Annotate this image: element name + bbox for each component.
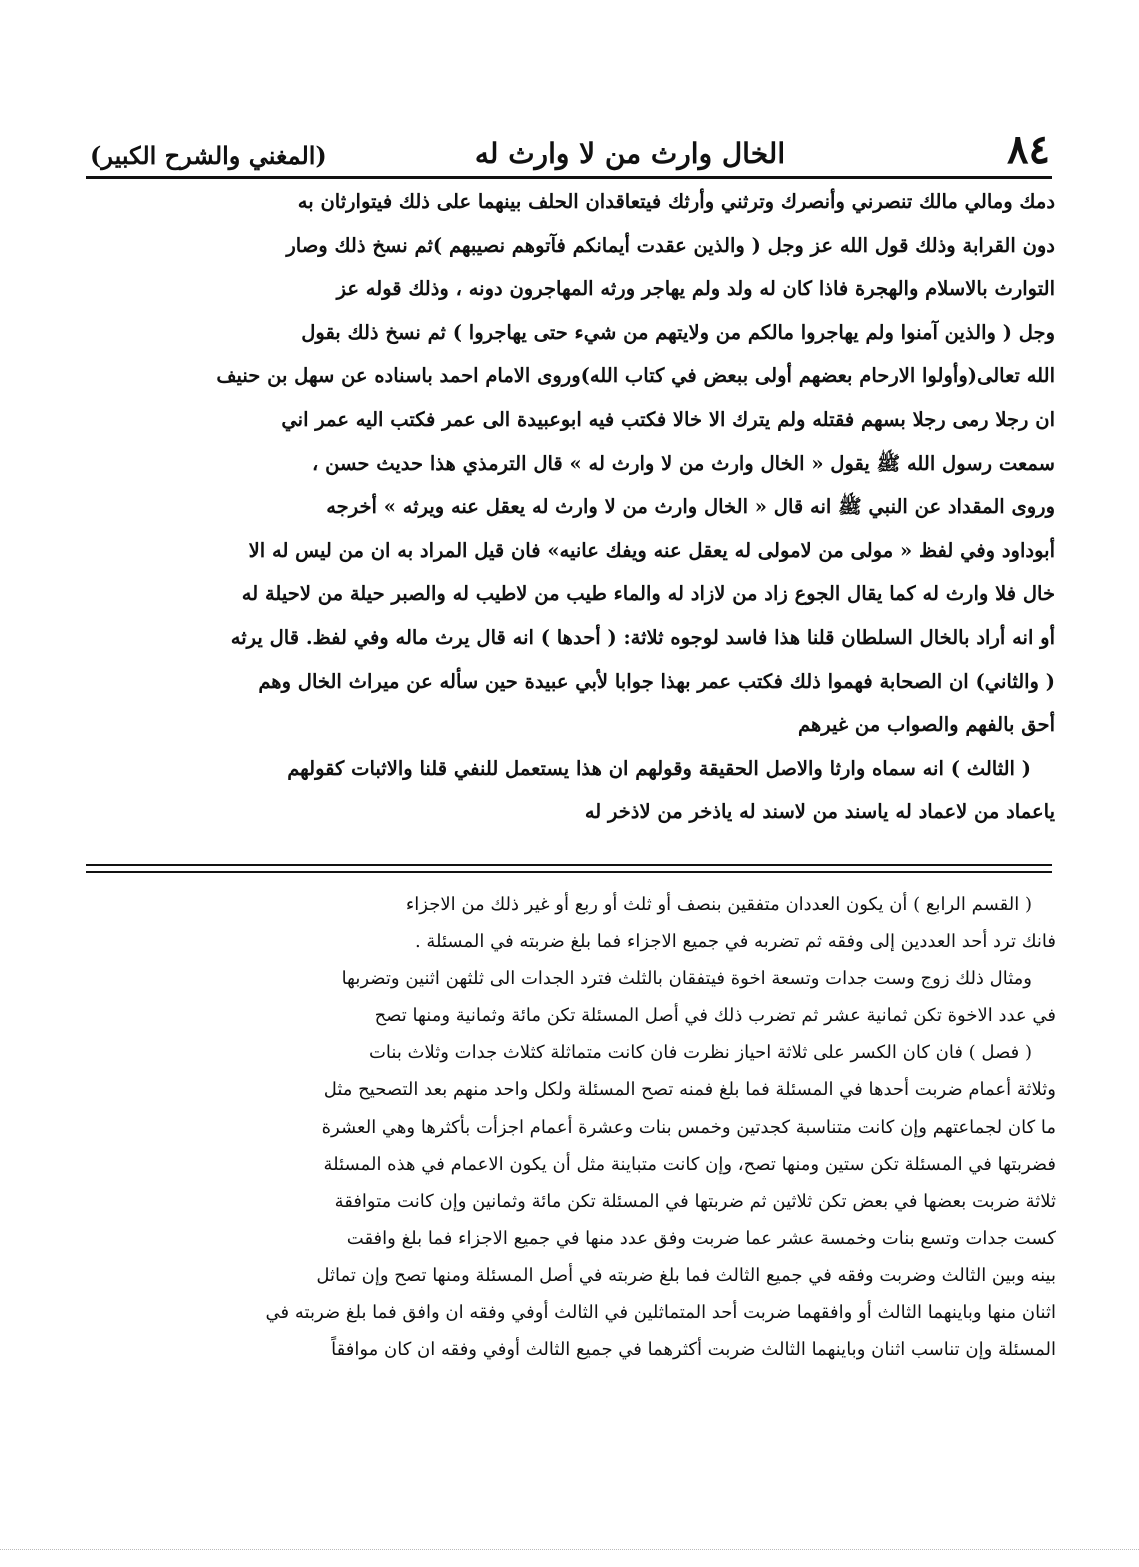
commentary-line: ( القسم الرابع ) أن يكون العددان متفقين بنصف أو ثلث أو ربع أو غير ذلك من الاجزاء — [405, 894, 1032, 915]
main-text — [80, 180, 1055, 834]
commentary-line: وثلاثة أعمام ضربت أحدها في المسئلة فما بلغ فمنه تصح المسئلة ولكل واحد منهم بعد التصحيح مثل — [323, 1079, 1056, 1101]
text-line: أو انه أراد بالخال السلطان قلنا هذا فاسد لوجوه ثلاثة: ( أحدها ) انه قال يرث ماله وفي لفظ. قال يرثه — [230, 625, 1055, 649]
text-line: دمك ومالي مالك تنصرني وأنصرك وترثني وأرثك فيتعاقدان الحلف بينهما على ذلك فيتوارثان به — [297, 190, 1055, 213]
text-line: أحق بالفهم والصواب من غيرهم — [798, 713, 1055, 737]
text-line: خال فلا وارث له كما يقال الجوع زاد من لازاد له والماء طيب من لاطيب له والصبر حيلة من لاحيلة له — [241, 582, 1055, 606]
running-title: الخال وارث من لا وارث له — [474, 137, 786, 170]
text-line: الله تعالى(وأولوا الارحام بعضهم أولى ببعض في كتاب الله)وروى الامام احمد باسناده عن سهل بن حنيف — [216, 364, 1055, 388]
page-number: ٨٤ — [1007, 126, 1050, 173]
commentary-line: ( فصل ) فان كان الكسر على ثلاثة احياز نظرت فان كانت متماثلة كثلاث جدات وثلاث بنات — [368, 1042, 1032, 1064]
text-line: وجل ( والذين آمنوا ولم يهاجروا مالكم من ولايتهم من شيء حتى يهاجروا ) ثم نسخ ذلك بقول — [301, 320, 1055, 344]
scan-edge-dots — [0, 1549, 1139, 1550]
text-line: سمعت رسول الله ﷺ يقول « الخال وارث من لا وارث له » قال الترمذي هذا حديث حسن ، — [312, 451, 1055, 475]
commentary-line: فانك ترد أحد العددين إلى وفقه ثم تضربه في جميع الاجزاء فما بلغ ضربته في المسئلة . — [414, 931, 1056, 953]
page-header — [90, 112, 1050, 173]
commentary-line: فضربتها في المسئلة تكن ستين ومنها تصح، وإن كانت متباينة مثل أن يكون الاعمام في هذه المسئلة — [323, 1153, 1056, 1175]
text-line: أبوداود وفي لفظ « مولى من لامولى له يعقل عنه ويفك عانيه» فان قيل المراد به ان من ليس له الا — [248, 538, 1055, 562]
text-line: التوارث بالاسلام والهجرة فاذا كان له ولد ولم يهاجر ورثه المهاجرون دونه ، وذلك قوله عز — [336, 277, 1055, 301]
commentary-line: اثنان منها وباينهما الثالث أو وافقهما ضربت أحد المتماثلين في الثالث أوفي وفقه ان وافق فما بلغ ضربته في — [265, 1302, 1056, 1324]
commentary-line: ثلاثة ضربت بعضها في بعض تكن ثلاثين ثم ضربتها في المسئلة تكن مائة وثمانين وإن كانت متوافقة — [334, 1190, 1056, 1212]
text-line: ان رجلا رمى رجلا بسهم فقتله ولم يترك الا خالا فكتب فيه ابوعبيدة الى عمر فكتب اليه عمر اني — [281, 407, 1055, 431]
commentary-line: المسئلة وإن تناسب اثنان وباينهما الثالث ضربت أكثرهما في جميع الثالث أوفي وفقه ان كان موافقاً — [331, 1339, 1056, 1361]
commentary-line: بينه وبين الثالث وضربت وفقه في جميع الثالث فما بلغ ضربته في أصل المسئلة ومنها تصح وإن تماثل — [316, 1264, 1056, 1286]
text-line: ( والثاني) ان الصحابة فهموا ذلك فكتب عمر بهذا جوابا لأبي عبيدة حين سأله عن ميراث الخال وهم — [258, 669, 1055, 693]
commentary-text — [78, 886, 1056, 1368]
commentary-line: ومثال ذلك زوج وست جدات وتسعة اخوة فيتفقان بالثلث فترد الجدات الى ثلثهن اثنين وتضربها — [341, 968, 1032, 990]
text-line: دون القرابة وذلك قول الله عز وجل ( والذين عقدت أيمانكم فآتوهم نصيبهم )ثم نسخ ذلك وصار — [286, 233, 1055, 257]
commentary-line: ما كان لجماعتهم وإن كانت متناسبة كجدتين وخمس بنات وعشرة أعمام اجزأت بأكثرها وهي العشرة — [321, 1116, 1056, 1138]
text-line: ( الثالث ) انه سماه وارثا والاصل الحقيقة وقولهم ان هذا يستعمل للنفي قلنا والاثبات كقولهم — [287, 756, 1031, 780]
header-rule — [86, 176, 1052, 179]
commentary-line: في عدد الاخوة تكن ثمانية عشر ثم تضرب ذلك في أصل المسئلة تكن مائة وثمانية ومنها تصح — [374, 1005, 1056, 1027]
text-line: ياعماد من لاعماد له ياسند من لاسند له ياذخر من لاذخر له — [584, 800, 1055, 824]
text-line: وروى المقداد عن النبي ﷺ انه قال « الخال وارث من لا وارث له يعقل عنه ويرثه » أخرجه — [326, 495, 1055, 519]
commentary-line: كست جدات وتسع بنات وخمسة عشر عما ضربت وفق عدد منها في جميع الاجزاء فما بلغ وافقت — [346, 1227, 1056, 1249]
book-title: (المغني والشرح الكبير) — [90, 141, 327, 170]
section-divider — [86, 864, 1052, 873]
